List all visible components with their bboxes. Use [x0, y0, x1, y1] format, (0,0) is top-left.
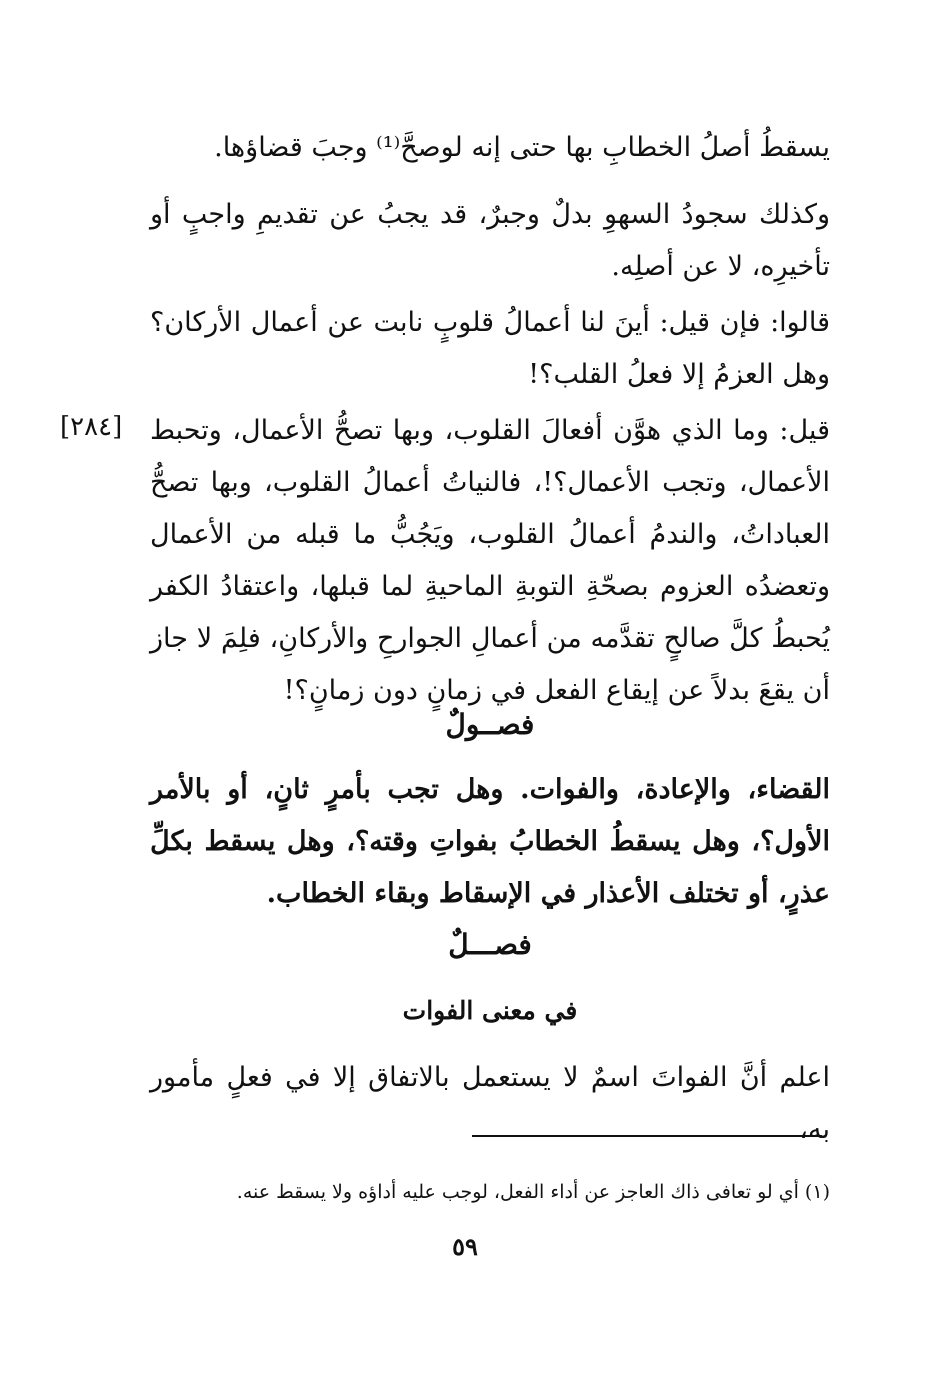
section-heading-fasl: فصـــلٌ — [448, 928, 532, 961]
paragraph-6: اعلم أنَّ الفواتَ اسمٌ لا يستعمل بالاتفاق إلا في فعلٍ مأمور به، — [150, 1062, 830, 1145]
section-heading-fusul: فصــولٌ — [445, 708, 535, 741]
paragraph-5: القضاء، والإعادة، والفوات. وهل تجب بأمرٍ ثانٍ، أو بالأمر الأول؟، وهل يسقطُ الخطابُ بفواتِ وقته؟، وهل يسقط بكلِّ عذرٍ، أو تختلف الأعذار في الإسقاط وبقاء الخطاب. — [150, 774, 830, 909]
footnote-divider — [472, 1135, 822, 1137]
paragraph-1: يسقطُ أصلُ الخطابِ بها حتى إنه لوصحَّ⁽¹⁾ وجبَ قضاؤها. — [214, 132, 830, 163]
paragraph-4: قيل: وما الذي هوَّن أفعالَ القلوب، وبها تصحُّ الأعمال، وتحبط الأعمال، وتجب الأعمال؟!، فالنياتُ أعمالُ القلوب، وبها تصحُّ العباداتُ، والندمُ أعمالُ القلوب، ويَجُبُّ ما قبله من الأعمال وتعضدُه العزوم بصحّةِ التوبةِ الماحيةِ لما قبلها، واعتقادُ الكفر يُحبطُ كلَّ صالحٍ تقدَّمه من أعمالِ الجوارحِ والأركانِ، فلِمَ لا جاز أن يقعَ بدلاً عن إيقاع الفعل في زمانٍ دون زمانٍ؟! — [150, 415, 830, 706]
footnote: (١) أي لو تعافى ذاك العاجز عن أداء الفعل، لوجب عليه أداؤه ولا يسقط عنه. — [236, 1181, 830, 1203]
paragraph-3: قالوا: فإن قيل: أينَ لنا أعمالُ قلوبٍ نابت عن أعمال الأركان؟ وهل العزمُ إلا فعلُ القلب؟! — [150, 307, 830, 390]
margin-page-marker: [٢٨٤] — [60, 412, 123, 442]
page-number: ٥٩ — [452, 1232, 478, 1261]
paragraph-2: وكذلك سجودُ السهوِ بدلٌ وجبرٌ، قد يجبُ عن تقديمِ واجبٍ أو تأخيرِه، لا عن أصلِه. — [150, 199, 830, 282]
section-subtitle: في معنى الفوات — [402, 996, 578, 1025]
